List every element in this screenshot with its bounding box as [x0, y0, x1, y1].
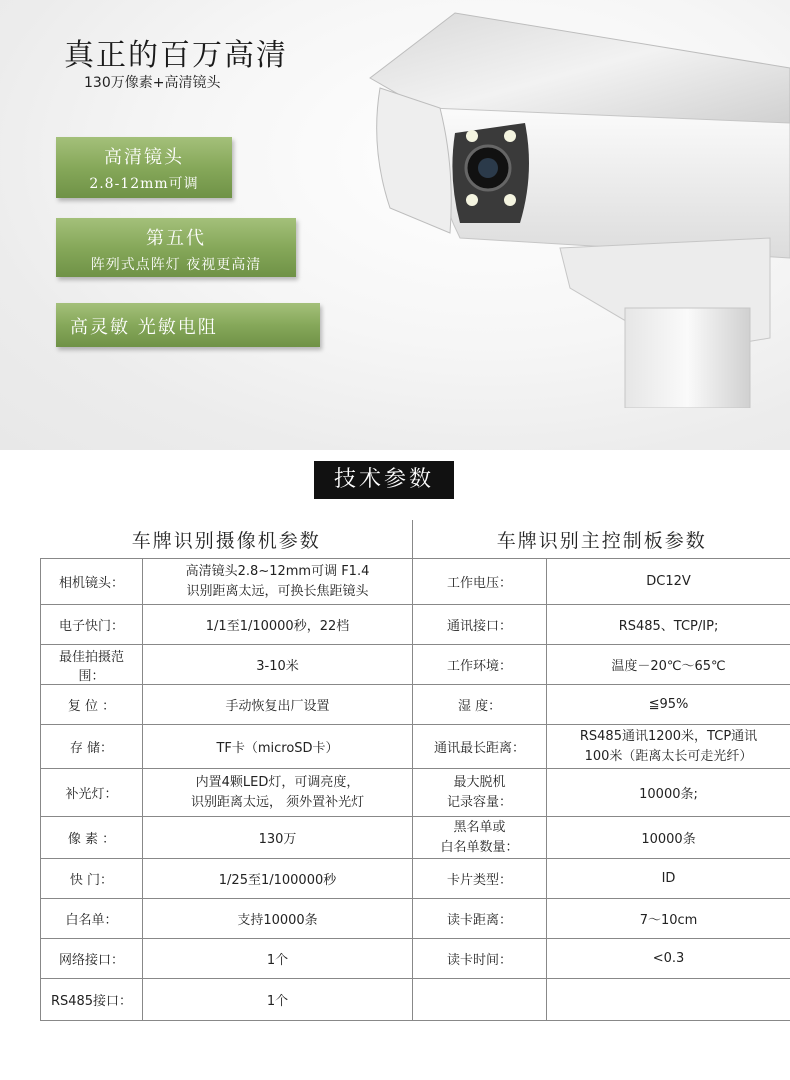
board-param-label-line: 黑名单或 [453, 819, 506, 835]
camera-param-label: 复 位 ： [41, 685, 143, 725]
camera-param-value-line: 识别距离太远， 须外置补光灯 [190, 794, 365, 810]
camera-param-value: 1个 [143, 939, 413, 979]
board-param-label: 读卡距离： [413, 899, 547, 939]
board-param-value: DC12V [547, 559, 790, 605]
board-param-label: 通讯最长距离： [413, 725, 547, 769]
table-row [41, 559, 790, 605]
board-param-label: 卡片类型： [413, 859, 547, 899]
table-row [41, 769, 790, 817]
camera-param-label: 像 素 ： [41, 817, 143, 859]
board-params-header: 车牌识别主控制板参数 [413, 520, 790, 559]
hero-subtitle: 130万像素+高清镜头 [84, 75, 221, 91]
camera-param-label: 白名单： [41, 899, 143, 939]
table-row [41, 645, 790, 685]
camera-params-header: 车牌识别摄像机参数 [41, 520, 413, 559]
camera-param-label: RS485接口： [41, 979, 143, 1021]
camera-illustration [360, 8, 790, 408]
camera-param-label: 补光灯： [41, 769, 143, 817]
hero-banner [0, 0, 790, 450]
board-param-value: <0.3 [547, 939, 790, 979]
section-title: 技术参数 [314, 461, 454, 499]
camera-param-value: 支持10000条 [143, 899, 413, 939]
badge-title: 高灵敏 光敏电阻 [70, 317, 218, 338]
board-param-value [547, 725, 790, 769]
table-row [41, 979, 790, 1021]
table-row [41, 899, 790, 939]
board-param-label: 读卡时间： [413, 939, 547, 979]
feature-badge-sensor [56, 303, 320, 347]
feature-badge-led [56, 218, 296, 277]
board-param-value: 10000条 [547, 817, 790, 859]
camera-param-value [143, 769, 413, 817]
badge-detail: 阵列式点阵灯 夜视更高清 [90, 257, 262, 273]
board-param-value: 温度－20℃～65℃ [547, 645, 790, 685]
badge-title: 高清镜头 [104, 147, 184, 168]
camera-param-label: 网络接口： [41, 939, 143, 979]
camera-param-value-line: 内置4颗LED灯，可调亮度， [195, 774, 360, 790]
camera-param-value-line: 识别距离太远，可换长焦距镜头 [186, 583, 369, 599]
camera-param-value-line: 高清镜头2.8~12mm可调 F1.4 [185, 563, 370, 579]
board-param-label-line: 最大脱机 [453, 774, 506, 790]
camera-param-value: 130万 [143, 817, 413, 859]
camera-param-value: 1个 [143, 979, 413, 1021]
spec-table [40, 520, 790, 1021]
feature-badge-lens [56, 137, 232, 198]
board-param-label: 工作电压： [413, 559, 547, 605]
board-param-label-line: 记录容量： [447, 794, 513, 810]
table-row [41, 605, 790, 645]
board-param-value: 7～10cm [547, 899, 790, 939]
camera-param-value: 1/25至1/100000秒 [143, 859, 413, 899]
camera-param-value: TF卡（microSD卡） [143, 725, 413, 769]
camera-param-label: 存 储： [41, 725, 143, 769]
table-row [41, 817, 790, 859]
board-param-value: ≦95% [547, 685, 790, 725]
camera-param-label: 最佳拍摄范围： [41, 645, 143, 685]
board-param-label: 工作环境： [413, 645, 547, 685]
badge-title: 第五代 [146, 228, 206, 249]
hero-title: 真正的百万高清 [64, 38, 288, 73]
badge-detail: 2.8-12mm可调 [89, 176, 199, 192]
table-row [41, 859, 790, 899]
table-header-row [41, 520, 790, 559]
board-param-value: 10000条; [547, 769, 790, 817]
board-param-value: RS485、TCP/IP; [547, 605, 790, 645]
table-row [41, 685, 790, 725]
camera-param-value: 手动恢复出厂设置 [143, 685, 413, 725]
camera-param-label: 电子快门： [41, 605, 143, 645]
camera-param-value: 3-10米 [143, 645, 413, 685]
board-param-label-line: 白名单数量： [440, 839, 519, 855]
board-param-value: ID [547, 859, 790, 899]
board-param-label: 湿 度： [413, 685, 547, 725]
board-param-label: 通讯接口： [413, 605, 547, 645]
table-row [41, 725, 790, 769]
camera-param-value [143, 559, 413, 605]
board-param-label [413, 769, 547, 817]
board-param-label [413, 817, 547, 859]
board-param-value [547, 979, 790, 1021]
camera-param-value: 1/1至1/10000秒，22档 [143, 605, 413, 645]
board-param-value-line: 100米（距离太长可走光纤） [584, 748, 753, 764]
board-param-label [413, 979, 547, 1021]
camera-param-label: 快 门： [41, 859, 143, 899]
camera-param-label: 相机镜头： [41, 559, 143, 605]
board-param-value-line: RS485通讯1200米，TCP通讯 [579, 728, 758, 744]
table-row [41, 939, 790, 979]
